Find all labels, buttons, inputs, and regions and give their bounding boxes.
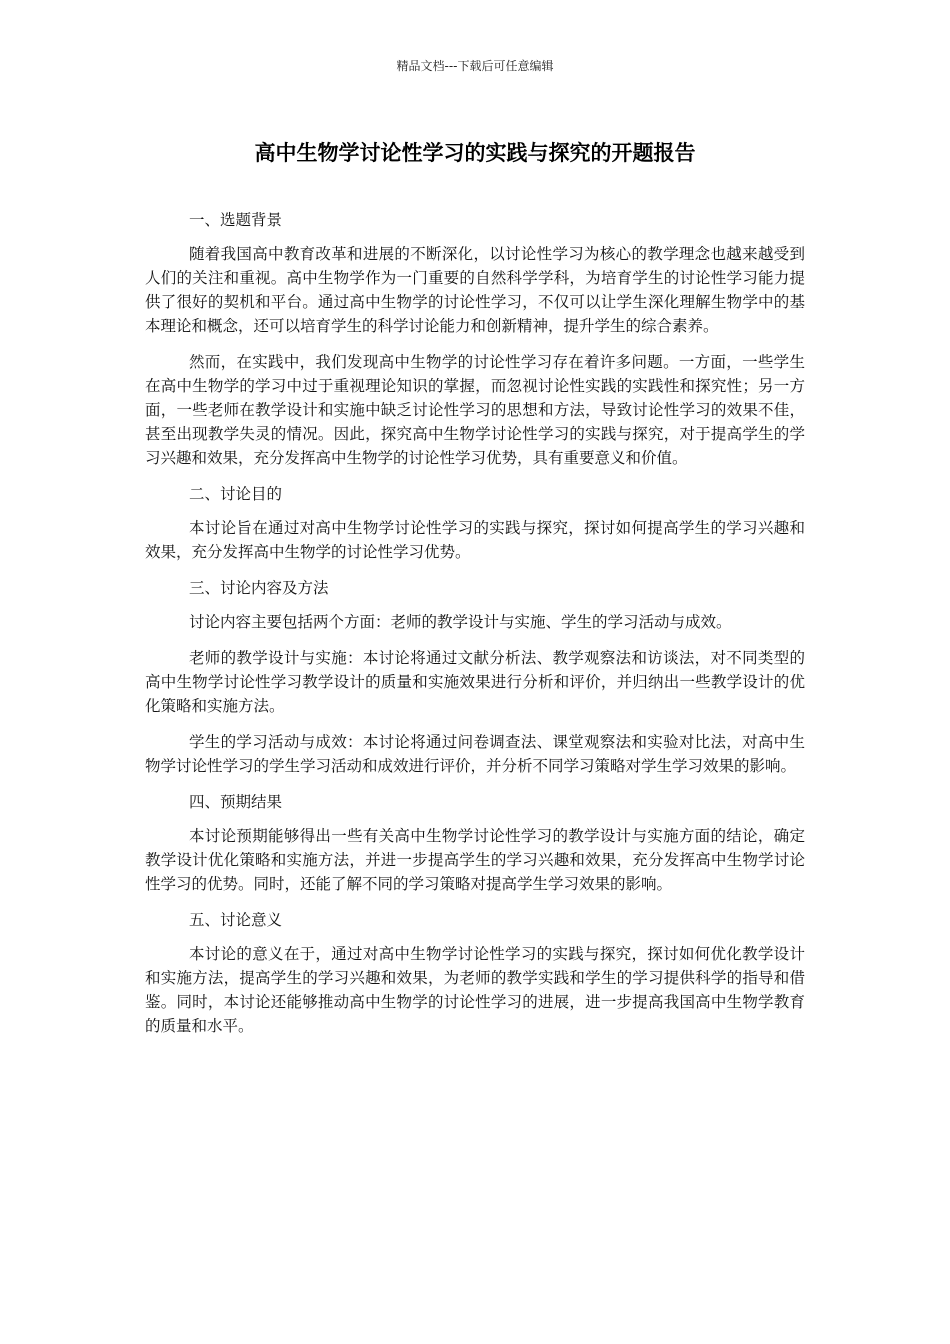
document-title: 高中生物学讨论性学习的实践与探究的开题报告 <box>254 141 696 165</box>
paragraph: 本讨论的意义在于，通过对高中生物学讨论性学习的实践与探究，探讨如何优化教学设计和实施方法，提高学生的学习兴趣和效果，为老师的教学实践和学生的学习提供科学的指导和借鉴。同时，本讨论还能够推动高中生物学的讨论性学习的进展，进一步提高我国高中生物学教育的质量和水平。 <box>145 945 805 1035</box>
paragraph: 本讨论预期能够得出一些有关高中生物学讨论性学习的教学设计与实施方面的结论，确定教学设计优化策略和实施方法，并进一步提高学生的学习兴趣和效果，充分发挥高中生物学讨论性学习的优势。同时，还能了解不同的学习策略对提高学生学习效果的影响。 <box>145 827 805 893</box>
paragraph: 然而，在实践中，我们发现高中生物学的讨论性学习存在着许多问题。一方面，一些学生在高中生物学的学习中过于重视理论知识的掌握，而忽视讨论性实践的实践性和探究性；另一方面，一些老师在教学设计和实施中缺乏讨论性学习的思想和方法，导致讨论性学习的效果不佳，甚至出现教学失灵的情况。因此，探究高中生物学讨论性学习的实践与探究，对于提高学生的学习兴趣和效果，充分发挥高中生物学的讨论性学习优势，具有重要意义和价值。 <box>145 353 805 467</box>
paragraph: 随着我国高中教育改革和进展的不断深化，以讨论性学习为核心的教学理念也越来越受到人们的关注和重视。高中生物学作为一门重要的自然科学学科，为培育学生的讨论性学习能力提供了很好的契机和平台。通过高中生物学的讨论性学习，不仅可以让学生深化理解生物学中的基本理论和概念，还可以培育学生的科学讨论能力和创新精神，提升学生的综合素养。 <box>145 245 805 335</box>
paragraph: 学生的学习活动与成效：本讨论将通过问卷调查法、课堂观察法和实验对比法，对高中生物学讨论性学习的学生学习活动和成效进行评价，并分析不同学习策略对学生学习效果的影响。 <box>145 733 805 775</box>
paragraph: 讨论内容主要包括两个方面：老师的教学设计与实施、学生的学习活动与成效。 <box>189 613 732 631</box>
section-heading-significance: 五、讨论意义 <box>189 911 283 929</box>
document-body <box>145 208 805 1050</box>
paragraph: 本讨论旨在通过对高中生物学讨论性学习的实践与探究，探讨如何提高学生的学习兴趣和效果，充分发挥高中生物学的讨论性学习优势。 <box>145 519 805 561</box>
section-heading-background: 一、选题背景 <box>189 211 283 229</box>
section-heading-purpose: 二、讨论目的 <box>189 485 283 503</box>
paragraph: 老师的教学设计与实施：本讨论将通过文献分析法、教学观察法和访谈法，对不同类型的高中生物学讨论性学习教学设计的质量和实施效果进行分析和评价，并归纳出一些教学设计的优化策略和实施方法。 <box>145 649 805 715</box>
header-note: 精品文档---下载后可任意编辑 <box>396 59 554 73</box>
section-heading-expected-results: 四、预期结果 <box>189 793 283 811</box>
section-heading-content-methods: 三、讨论内容及方法 <box>189 579 329 597</box>
